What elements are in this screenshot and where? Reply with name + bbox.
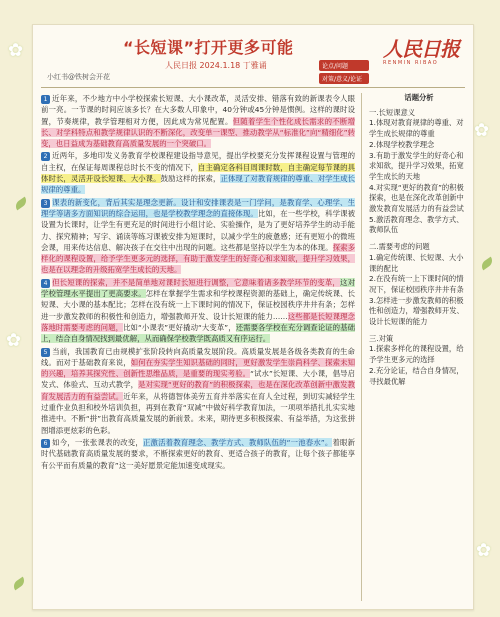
flower-decoration: ✿	[6, 330, 22, 351]
flower-decoration: ✿	[476, 540, 492, 561]
sidebar-point: 2.体现学校教学理念	[369, 139, 435, 149]
source-credit: 小红书@铁树会开花	[47, 73, 110, 81]
highlighted-text: 探索多样化的课程设置，给予学生更多元的选择，有助于激发学生的好奇心和求知欲，提升学习效果，也是在以理念的升级拓宽学生成长的天地。	[41, 242, 355, 275]
flower-decoration: ✿	[474, 120, 490, 141]
article-title: “长短课”打开更多可能	[123, 38, 294, 57]
sidebar-point: 2.在没有统一上下课时间的情况下，保证校园秩序井井有条	[369, 274, 464, 294]
sidebar-point: 4.对实现“更好的教育”的积极探索，也是在深化改革创新中激发教育发展活力的有益尝试	[369, 182, 464, 214]
sidebar-section-heading: 二.需要考虑的问题	[369, 242, 430, 252]
highlighted-text: 正激活着教育理念、教学方式、教师队伍的“一池春水”。	[142, 437, 333, 447]
paragraph-text: 鼓励这样的探索，	[160, 174, 221, 184]
column-divider	[361, 93, 362, 601]
paragraph-text: 近年来，不少地方中小学校探索长短课、大小课改革，灵活安排、错落有致的新课表令人眼前一亮。一节课的时间应该多长？在大多数人印象中，40分钟或45分钟是惯例。这样的课时设置，节奏规律，教学管理相对方便，因此成为常见配置。	[41, 94, 355, 126]
header-divider	[41, 87, 465, 88]
sidebar-section-heading: 三.对策	[369, 333, 394, 343]
tag-solution: 对策/意义/论证	[319, 73, 369, 84]
article-paragraph	[41, 150, 355, 195]
leaf-decoration	[11, 577, 26, 591]
sidebar-point: 1.确定传统课、长短课、大小课的配比	[369, 252, 464, 273]
paragraph-text: 近年来，从将德智体美劳五育并举落实在育人全过程，到切实减轻学生过重作业负担和校外培训负担，再到在教育“双减”中做好科学教育加法，一项项举措扎扎实实地推进中。不断“拼”出教育高质量发展的新前景。未来，期待更多积极探索、有益举措，为这张拼图增添更炫彩的色彩。	[41, 391, 355, 435]
sidebar-point: 1.探索多样化的课程设置，给予学生更多元的选择	[369, 344, 464, 365]
article-paragraph	[41, 346, 355, 436]
sidebar-section	[369, 108, 469, 236]
paragraph-text: 如今，一张张课表的改变，	[52, 437, 143, 447]
leaf-decoration	[479, 257, 494, 271]
sidebar-point: 3.有助于激发学生的好奇心和求知欲，提升学习效果，拓宽学生成长的天地	[369, 150, 464, 181]
paragraph-text: 比如，在一些学校，科学课被设置为长课时，让学生有更充足的时间进行小组讨论、实验操作，是为了更好培养学生的动手能力、探究精神；写字、诵读等练习课被安排为短课时，以减少学生的疲惫感；还有更短小的微班会课，用来传达信息、解决孩子在交往中出现的问题。这些都是坚持以学生为本的体现。	[41, 208, 355, 252]
sidebar-point: 3.怎样进一步激发教师的积极性和创造力，增强教师开发、设计长短课的能力	[369, 295, 464, 327]
sidebar-title: 话题分析	[404, 93, 434, 102]
article-byline: 人民日报 2024.1.18 丁雅诵	[165, 61, 267, 70]
paragraph-text: 比如“小课表”更好撬动“大变革”，	[123, 322, 236, 332]
highlighted-text: 自主确定各科目周课时数，自主确定每节课的具体时长，灵活开设长短课、大小课。	[41, 162, 355, 184]
paragraph-number-badge: 3	[41, 199, 50, 208]
leaf-decoration	[13, 197, 28, 211]
legend-tags	[319, 60, 369, 86]
highlighted-text: 这对学校管理水平提出了更高要求。	[41, 277, 355, 299]
paragraph-number-badge: 2	[41, 152, 50, 161]
paragraph-number-badge: 5	[41, 348, 50, 357]
sidebar-sections	[369, 108, 469, 388]
highlighted-text: 这些都是长短课理念落地时需要考虑的问题，	[41, 311, 355, 332]
sidebar-point: 1.体现对教育规律的尊重、对学生成长规律的尊重	[369, 118, 464, 139]
logo-text: 人民日报	[383, 37, 459, 61]
sidebar-point: 5.激活教育理念、教学方式、教师队伍	[369, 214, 464, 235]
logo-subtext: RENMIN RIBAO	[383, 60, 439, 66]
paragraph-number-badge: 1	[41, 95, 50, 104]
sidebar-section-heading: 一.长短课意义	[369, 107, 416, 117]
highlighted-text: 正体现了对教育规律的尊重、对学生成长规律的尊重。	[41, 174, 355, 195]
article-paragraph	[41, 197, 355, 276]
article-paragraph	[41, 93, 355, 149]
paragraph-text: 近两年，多地印发义务教育学校课程建设指导意见，提出学校要充分发挥课程设置与管理的自主权，在保证每周课程总时长不变的情况下，	[41, 151, 355, 172]
article-body	[41, 93, 355, 601]
highlighted-text: 如何在夯实学生知识基础的同时，更好激发学生崇尚科学、探索未知的兴趣，培养其探究性、创新性思维品质，是重要的现实考验。	[41, 357, 355, 379]
article-page	[32, 24, 474, 610]
paragraph-number-badge: 4	[41, 279, 50, 288]
sidebar-section	[369, 334, 469, 388]
highlighted-text: 课表的新变化，背后其实是理念更新。	[52, 197, 181, 207]
sidebar-point: 2.充分论证，结合自身情况，寻找最优解	[369, 365, 464, 386]
highlighted-text: 但长短课的探索，并不是简单地对课时长短进行调整，它意味着诸多教学环节的变革，	[52, 277, 341, 287]
paragraph-text: 当前，我国教育已由规模扩张阶段转向高质量发展阶段。高质量发展是各级各类教育的生命线。而对于基础教育来说，	[41, 346, 355, 367]
highlighted-text: 设计和安排课表是一门学问，是教育学、心理学、生理学等诸多方面知识的综合运用，也是学校教学理念的直接体现。	[41, 197, 355, 218]
flower-decoration: ✿	[8, 40, 24, 61]
highlighted-text: 还需要各学校在充分调查论证的基础上，结合自身情况找到最优解，从而确保学校教学既高质又有序运行。	[41, 322, 355, 344]
newspaper-logo	[383, 33, 465, 66]
highlighted-text: 是对实现“更好的教育”的积极探索，也是在深化改革创新中激发教育发展活力的有益尝试。	[41, 380, 355, 401]
article-paragraph	[41, 277, 355, 345]
paragraph-text: 着眼新时代基础教育高质量发展的要求，不断探索更好的教育、更适合孩子的教育，让每个孩子都能享有公平而有质量的教育”这一美好愿景定能加速变成现实。	[41, 437, 355, 470]
article-header	[33, 25, 473, 85]
article-paragraph	[41, 437, 355, 471]
sidebar-section	[369, 242, 469, 328]
tag-argument: 论点/问题	[319, 60, 369, 71]
paragraph-text: 怎样在掌握学生需求和学校课程资源的基础上，确定传统课、长短课、大小课的基本配比；怎样在没有统一上下课时间的情况下，保证校园秩序井井有条；怎样进一步激发教师的积极性和创造力，增强教师开发、设计长短课的能力……	[41, 289, 355, 321]
highlighted-text: 但随着学生个性化成长需求的不断增长、对学科特点和教学规律认识的不断深化，改变单一课型、推动教学从“标准化”向“精细化”转变，也日益成为基础教育高质量发展的一个突破口。	[41, 116, 355, 149]
paragraph-text: “试水”长短课、大小课，倡导启发式、体验式、互动式教学，	[41, 369, 355, 390]
paragraph-number-badge: 6	[41, 439, 50, 448]
analysis-sidebar	[369, 93, 469, 601]
